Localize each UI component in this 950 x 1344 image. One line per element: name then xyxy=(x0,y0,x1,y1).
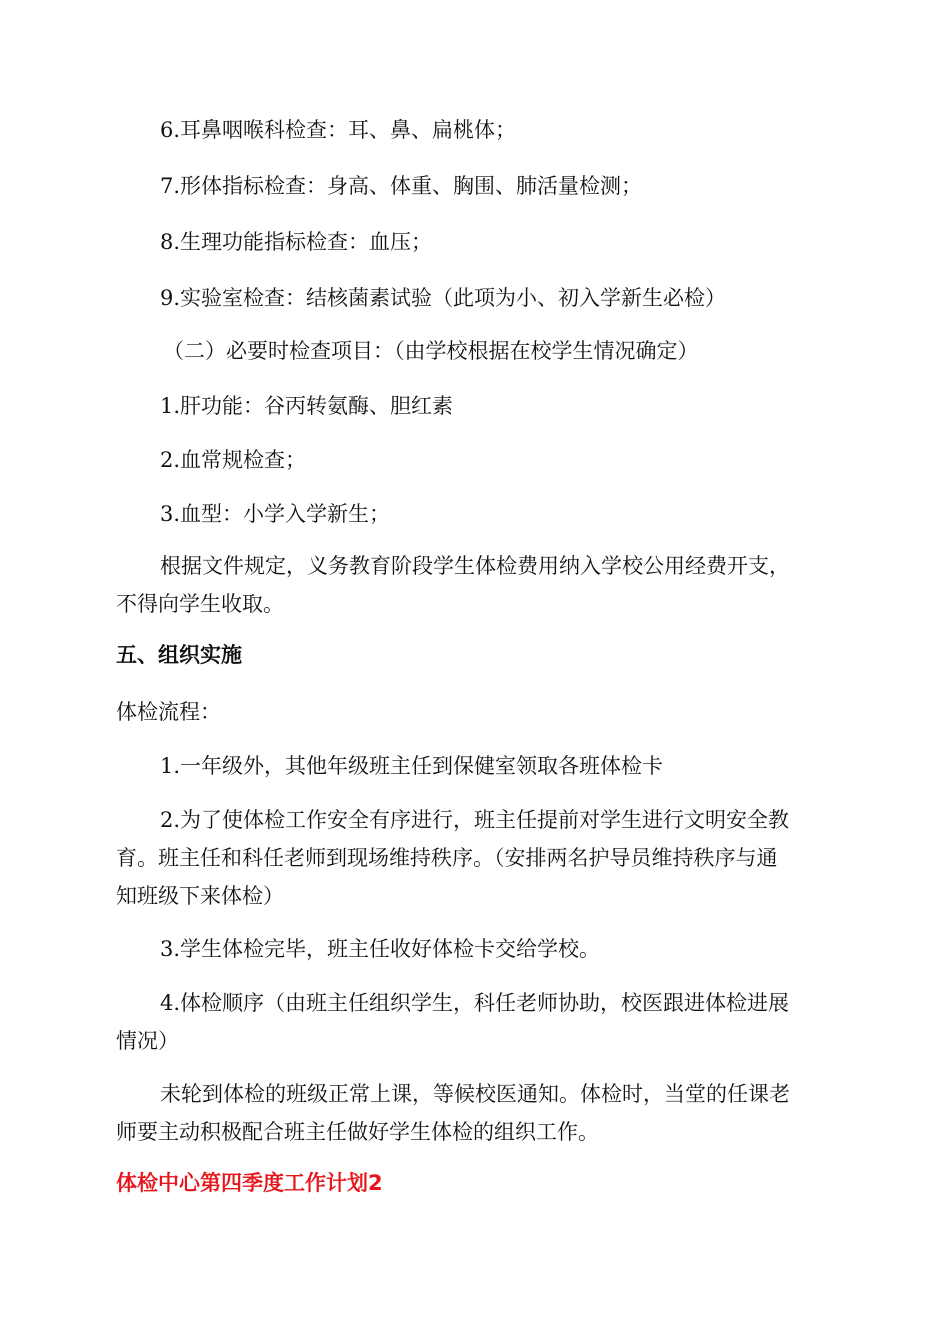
next-plan-title: 体检中心第四季度工作计划2 xyxy=(116,1171,383,1195)
process-step-2-line-2: 育。班主任和科任老师到现场维持秩序。（安排两名护导员维持秩序与通 xyxy=(116,846,778,870)
exam-item-9: 9.实验室检查：结核菌素试验（此项为小、初入学新生必检） xyxy=(160,286,727,310)
process-step-1: 1.一年级外，其他年级班主任到保健室领取各班体检卡 xyxy=(160,754,664,778)
process-step-4-line-1: 4.体检顺序（由班主任组织学生，科任老师协助，校医跟进体检进展 xyxy=(160,991,790,1015)
process-step-2-line-3: 知班级下来体检） xyxy=(116,884,284,908)
process-label: 体检流程： xyxy=(116,700,221,724)
exam-item-7: 7.形体指标检查：身高、体重、胸围、肺活量检测； xyxy=(160,174,643,198)
fee-paragraph-line-2: 不得向学生收取。 xyxy=(116,592,284,616)
closing-paragraph-line-2: 师要主动积极配合班主任做好学生体检的组织工作。 xyxy=(116,1120,599,1144)
process-step-4-line-2: 情况） xyxy=(116,1029,179,1053)
section-five-title: 五、组织实施 xyxy=(116,643,242,667)
exam-item-8: 8.生理功能指标检查：血压； xyxy=(160,230,433,254)
process-step-2-line-1: 2.为了使体检工作安全有序进行，班主任提前对学生进行文明安全教 xyxy=(160,808,790,832)
optional-item-1: 1.肝功能：谷丙转氨酶、胆红素 xyxy=(160,394,454,418)
optional-item-3: 3.血型：小学入学新生； xyxy=(160,502,391,526)
fee-paragraph-line-1: 根据文件规定，义务教育阶段学生体检费用纳入学校公用经费开支， xyxy=(160,554,790,578)
optional-item-2: 2.血常规检查； xyxy=(160,448,307,472)
process-step-3: 3.学生体检完毕，班主任收好体检卡交给学校。 xyxy=(160,937,601,961)
optional-items-heading: （二）必要时检查项目：（由学校根据在校学生情况确定） xyxy=(163,339,699,363)
closing-paragraph-line-1: 未轮到体检的班级正常上课，等候校医通知。体检时，当堂的任课老 xyxy=(160,1082,790,1106)
exam-item-6: 6.耳鼻咽喉科检查：耳、鼻、扁桃体； xyxy=(160,118,517,142)
